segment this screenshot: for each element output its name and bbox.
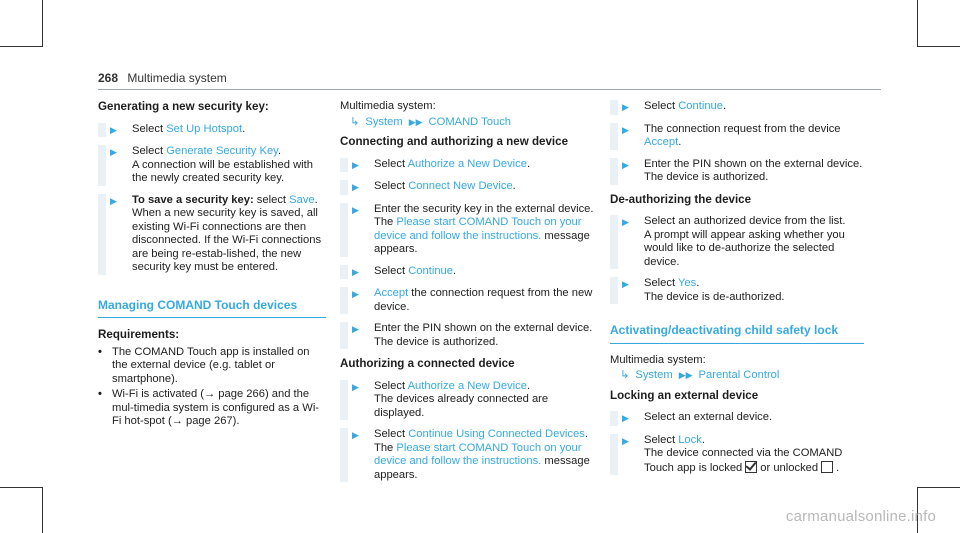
crop-mark	[42, 487, 43, 533]
column-3	[610, 100, 864, 483]
menu-item-continue[interactable]: Continue	[678, 100, 723, 112]
step-item: ▶ Select Authorize a New Device. The devices already connected are displayed.	[340, 380, 596, 421]
arrow-icon: ▶	[352, 182, 359, 192]
menu-item-accept[interactable]: Accept	[644, 136, 679, 148]
bullet-icon: •	[98, 388, 102, 400]
menu-item-set-up-hotspot[interactable]: Set Up Hotspot	[166, 122, 243, 135]
menu-item-comand-touch[interactable]: COMAND Touch	[428, 115, 512, 128]
list-item: • The COMAND Touch app is installed on the external device (e.g. tablet or smartphone).	[98, 345, 310, 385]
step-item: ▶ Accept the connection request from the new device.	[340, 287, 596, 314]
arrow-icon: ▶	[352, 430, 359, 440]
menu-item-generate-security-key[interactable]: Generate Security Key	[166, 145, 278, 157]
step-item: ▶ Enter the PIN shown on the external device. The device is authorized.	[340, 322, 596, 349]
menu-item-parental-control[interactable]: Parental Control	[698, 369, 780, 381]
arrow-icon: ▶	[622, 279, 629, 289]
step-item: ▶ Select an authorized device from the list. A prompt will appear asking whether you would like to de-authorize the selected device.	[610, 215, 864, 269]
menu-item-continue[interactable]: Continue	[408, 264, 453, 277]
arrow-icon: ▶	[352, 204, 359, 215]
step-item: ▶ Select Continue Using Connected Devices. The Please start COMAND Touch on your device and follow the instructions. message appears.	[340, 428, 596, 482]
header-divider	[98, 89, 881, 90]
section-title-child-safety-lock: Activating/deactivating child safety lock	[610, 324, 864, 344]
arrow-icon: ▶	[352, 381, 359, 392]
intro-text: Multimedia system:	[340, 100, 436, 112]
step-item: ▶ To save a security key: select Save. When a new security key is saved, all existing Wi-Fi connections are then disconnected. If the Wi-Fi connections are being re-estab-lished, the new security key must be entered.	[98, 194, 326, 275]
bullet-icon: •	[98, 345, 102, 358]
menu-item-save[interactable]: Save	[289, 193, 315, 206]
crop-mark	[42, 0, 43, 46]
heading-locking-device: Locking an external device	[610, 388, 759, 402]
section-title-managing-devices: Managing COMAND Touch devices	[98, 299, 326, 319]
checkbox-checked-icon	[745, 461, 757, 473]
header-title: Multimedia system	[127, 71, 227, 85]
step-item: ▶ Select Lock. The device connected via the COMAND Touch app is locked or unlocked .	[610, 434, 864, 476]
arrow-icon: ▶	[622, 217, 629, 227]
crop-mark	[917, 487, 960, 488]
menu-item-connect-new-device[interactable]: Connect New Device	[408, 180, 513, 192]
step-item: ▶ Select Set Up Hotspot.	[98, 123, 326, 138]
arrow-icon: ▶	[352, 289, 359, 299]
intro-text: Multimedia system:	[610, 353, 706, 366]
arrow-icon: ▶	[110, 195, 117, 206]
crop-mark	[917, 0, 918, 46]
double-chevron-icon: ▶▶	[408, 116, 423, 127]
arrow-icon: ▶	[352, 159, 359, 170]
list-item: • Wi-Fi is activated (→ page 266) and the mul-timedia system is configured as a Wi-Fi hot-spot (→ page 267).	[98, 388, 320, 427]
arrow-icon: ▶	[110, 124, 117, 135]
watermark: carmanualsonline.info	[785, 508, 936, 525]
step-item: ▶ Enter the PIN shown on the external device. The device is authorized.	[610, 158, 864, 185]
message-text: Please start COMAND Touch on your device and follow the instructions.	[374, 216, 582, 242]
checkbox-empty-icon	[821, 461, 833, 473]
step-item: ▶ The connection request from the device Accept.	[610, 123, 864, 150]
arrow-icon: ▶	[622, 413, 629, 423]
crop-mark	[0, 46, 43, 47]
arrow-icon: ▶	[352, 266, 359, 277]
page-header	[98, 71, 227, 85]
heading-authorizing-connected: Authorizing a connected device	[340, 357, 515, 370]
requirements-title: Requirements:	[98, 328, 180, 341]
menu-item-authorize-new-device[interactable]: Authorize a New Device	[407, 379, 527, 392]
return-arrow-icon: ↳	[350, 115, 360, 128]
menu-item-authorize-new-device[interactable]: Authorize a New Device	[407, 157, 527, 170]
page-number: 268	[98, 71, 119, 85]
step-item: ▶ Enter the security key in the external device. The Please start COMAND Touch on your device and follow the instructions. message appears.	[340, 203, 596, 257]
crop-mark	[917, 46, 960, 47]
step-item: ▶ Select an external device.	[610, 411, 864, 426]
heading-generating-key: Generating a new security key:	[98, 100, 269, 113]
heading-deauthorizing: De-authorizing the device	[610, 192, 752, 206]
step-item: ▶ Select Yes. The device is de-authorized.	[610, 277, 864, 304]
menu-item-accept[interactable]: Accept	[374, 287, 409, 299]
step-item: ▶ Select Authorize a New Device.	[340, 158, 596, 173]
menu-path	[620, 369, 864, 383]
column-1	[98, 100, 326, 431]
menu-item-lock[interactable]: Lock	[678, 433, 702, 446]
step-item: ▶ Select Connect New Device.	[340, 180, 596, 195]
menu-item-system[interactable]: System	[365, 115, 403, 128]
arrow-icon: ▶	[622, 102, 629, 112]
step-item: ▶ Select Continue.	[340, 265, 596, 280]
step-item: ▶ Select Generate Security Key. A connection will be established with the newly created security key.	[98, 145, 326, 186]
arrow-icon: ▶	[110, 147, 117, 157]
step-item: ▶ Select Continue.	[610, 100, 864, 115]
arrow-icon: ▶	[352, 324, 359, 334]
menu-item-system[interactable]: System	[635, 369, 673, 381]
heading-connecting: Connecting and authorizing a new device	[340, 135, 569, 148]
message-text: Please start COMAND Touch on your device and follow the instructions.	[374, 441, 582, 467]
menu-item-continue-connected-devices[interactable]: Continue Using Connected Devices	[408, 428, 585, 440]
double-chevron-icon: ▶▶	[678, 370, 693, 380]
crop-mark	[0, 487, 43, 488]
return-arrow-icon: ↳	[620, 369, 630, 381]
arrow-icon: ▶	[622, 124, 629, 135]
menu-path	[350, 116, 596, 130]
arrow-icon: ▶	[622, 159, 629, 170]
arrow-icon: ▶	[622, 435, 629, 446]
column-2	[340, 100, 596, 490]
menu-item-yes[interactable]: Yes	[678, 277, 697, 289]
